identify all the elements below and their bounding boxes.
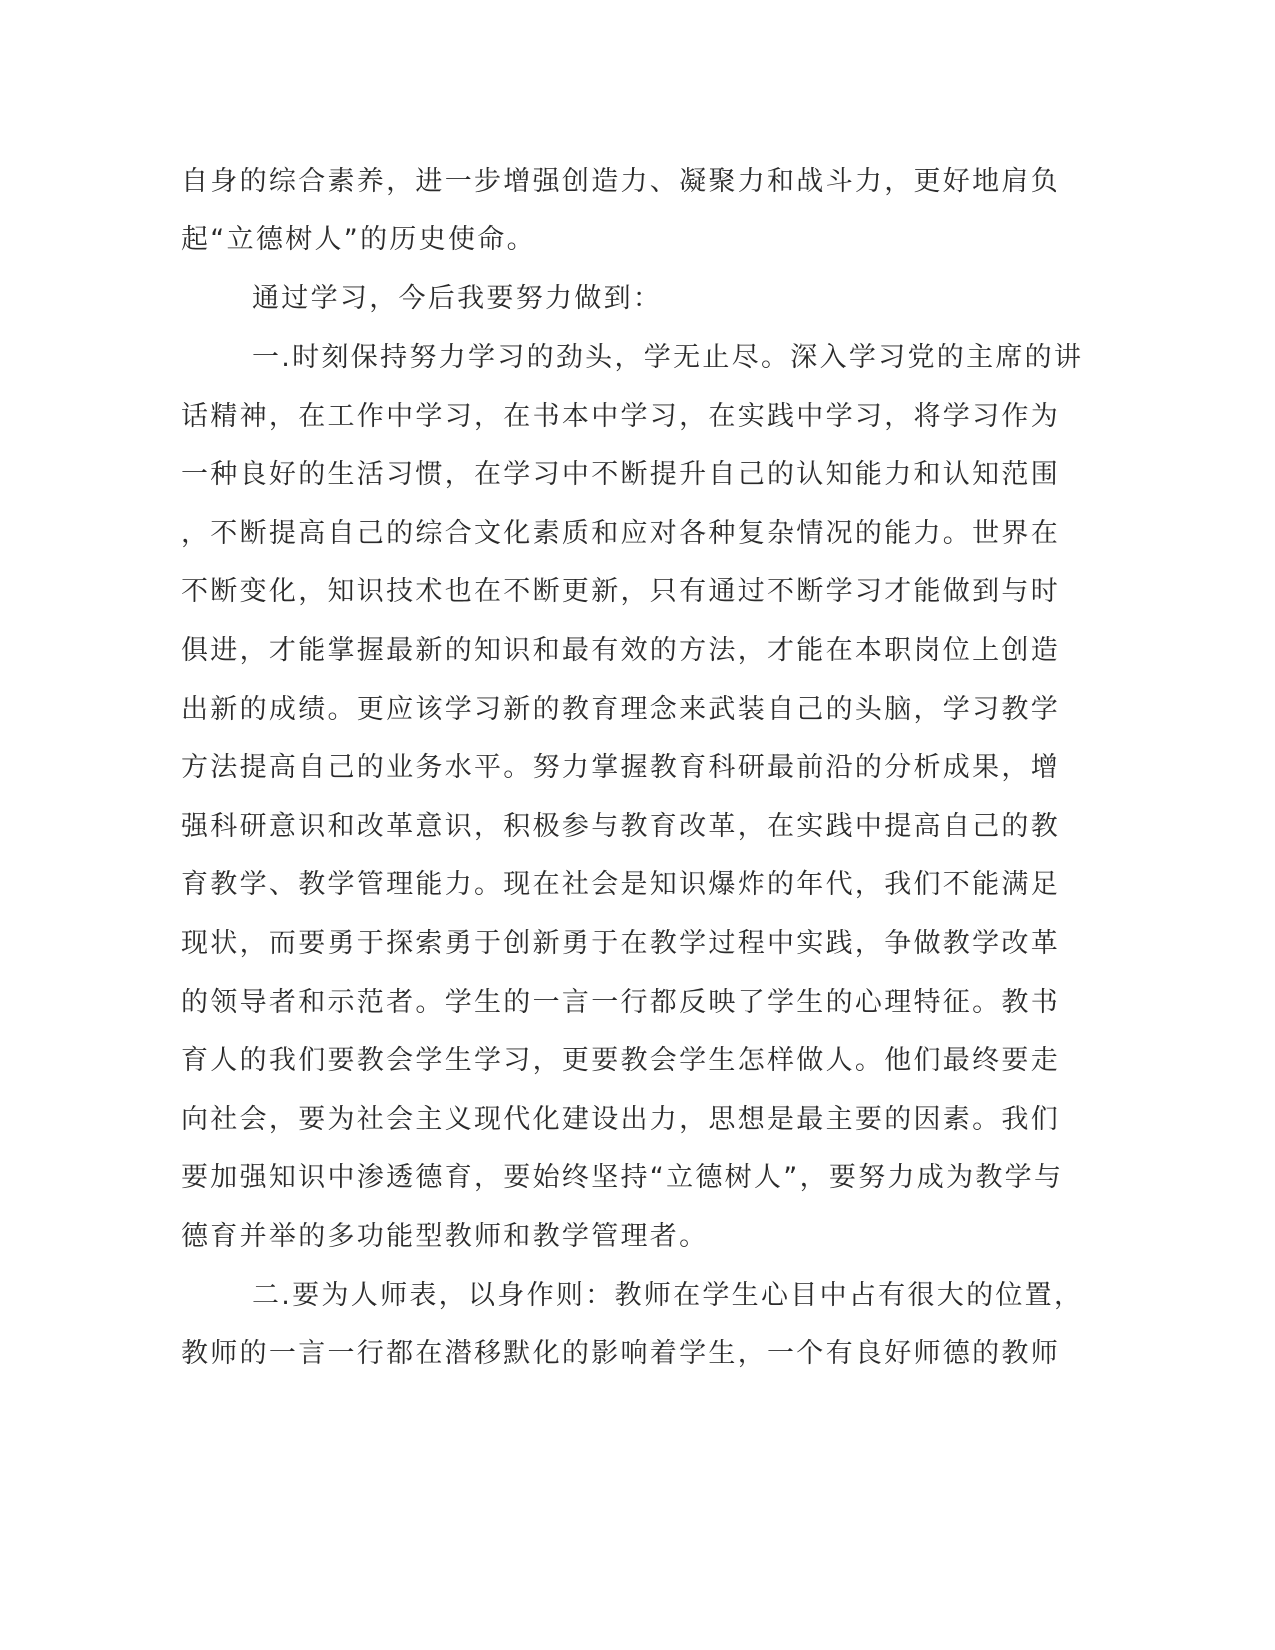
text-line: 俱进，才能掌握最新的知识和最有效的方法，才能在本职岗位上创造 (181, 635, 1060, 666)
text-line: 育教学、教学管理能力。现在社会是知识爆炸的年代，我们不能满足 (181, 869, 1060, 900)
text-line: 不断变化，知识技术也在不断更新，只有通过不断学习才能做到与时 (181, 576, 1060, 607)
text-line: 起“立德树人”的历史使命。 (181, 224, 536, 255)
text-line: 出新的成绩。更应该学习新的教育理念来武装自己的头脑，学习教学 (181, 694, 1060, 725)
text-line: 德育并举的多功能型教师和教学管理者。 (181, 1221, 709, 1252)
text-line: 现状，而要勇于探索勇于创新勇于在教学过程中实践，争做教学改革 (181, 928, 1060, 959)
text-line: 向社会，要为社会主义现代化建设出力，思想是最主要的因素。我们 (181, 1104, 1060, 1135)
text-line: 教师的一言一行都在潜移默化的影响着学生，一个有良好师德的教师 (181, 1338, 1060, 1369)
text-line: 育人的我们要教会学生学习，更要教会学生怎样做人。他们最终要走 (181, 1045, 1060, 1076)
text-line: 方法提高自己的业务水平。努力掌握教育科研最前沿的分析成果，增 (181, 752, 1060, 783)
paragraph-start: 通过学习，今后我要努力做到： (252, 283, 663, 314)
text-line: 的领导者和示范者。学生的一言一行都反映了学生的心理特征。教书 (181, 987, 1060, 1018)
text-line: ，不断提高自己的综合文化素质和应对各种复杂情况的能力。世界在 (181, 518, 1060, 549)
paragraph-start: 一.时刻保持努力学习的劲头，学无止尽。深入学习党的主席的讲 (252, 342, 1084, 373)
paragraph-start: 二.要为人师表，以身作则：教师在学生心目中占有很大的位置， (252, 1280, 1084, 1311)
text-line: 一种良好的生活习惯，在学习中不断提升自己的认知能力和认知范围 (181, 459, 1060, 490)
text-line: 强科研意识和改革意识，积极参与教育改革，在实践中提高自己的教 (181, 811, 1060, 842)
text-line: 自身的综合素养，进一步增强创造力、凝聚力和战斗力，更好地肩负 (181, 166, 1060, 197)
text-line: 话精神，在工作中学习，在书本中学习，在实践中学习，将学习作为 (181, 401, 1060, 432)
text-line: 要加强知识中渗透德育，要始终坚持“立德树人”，要努力成为教学与 (181, 1162, 1064, 1193)
